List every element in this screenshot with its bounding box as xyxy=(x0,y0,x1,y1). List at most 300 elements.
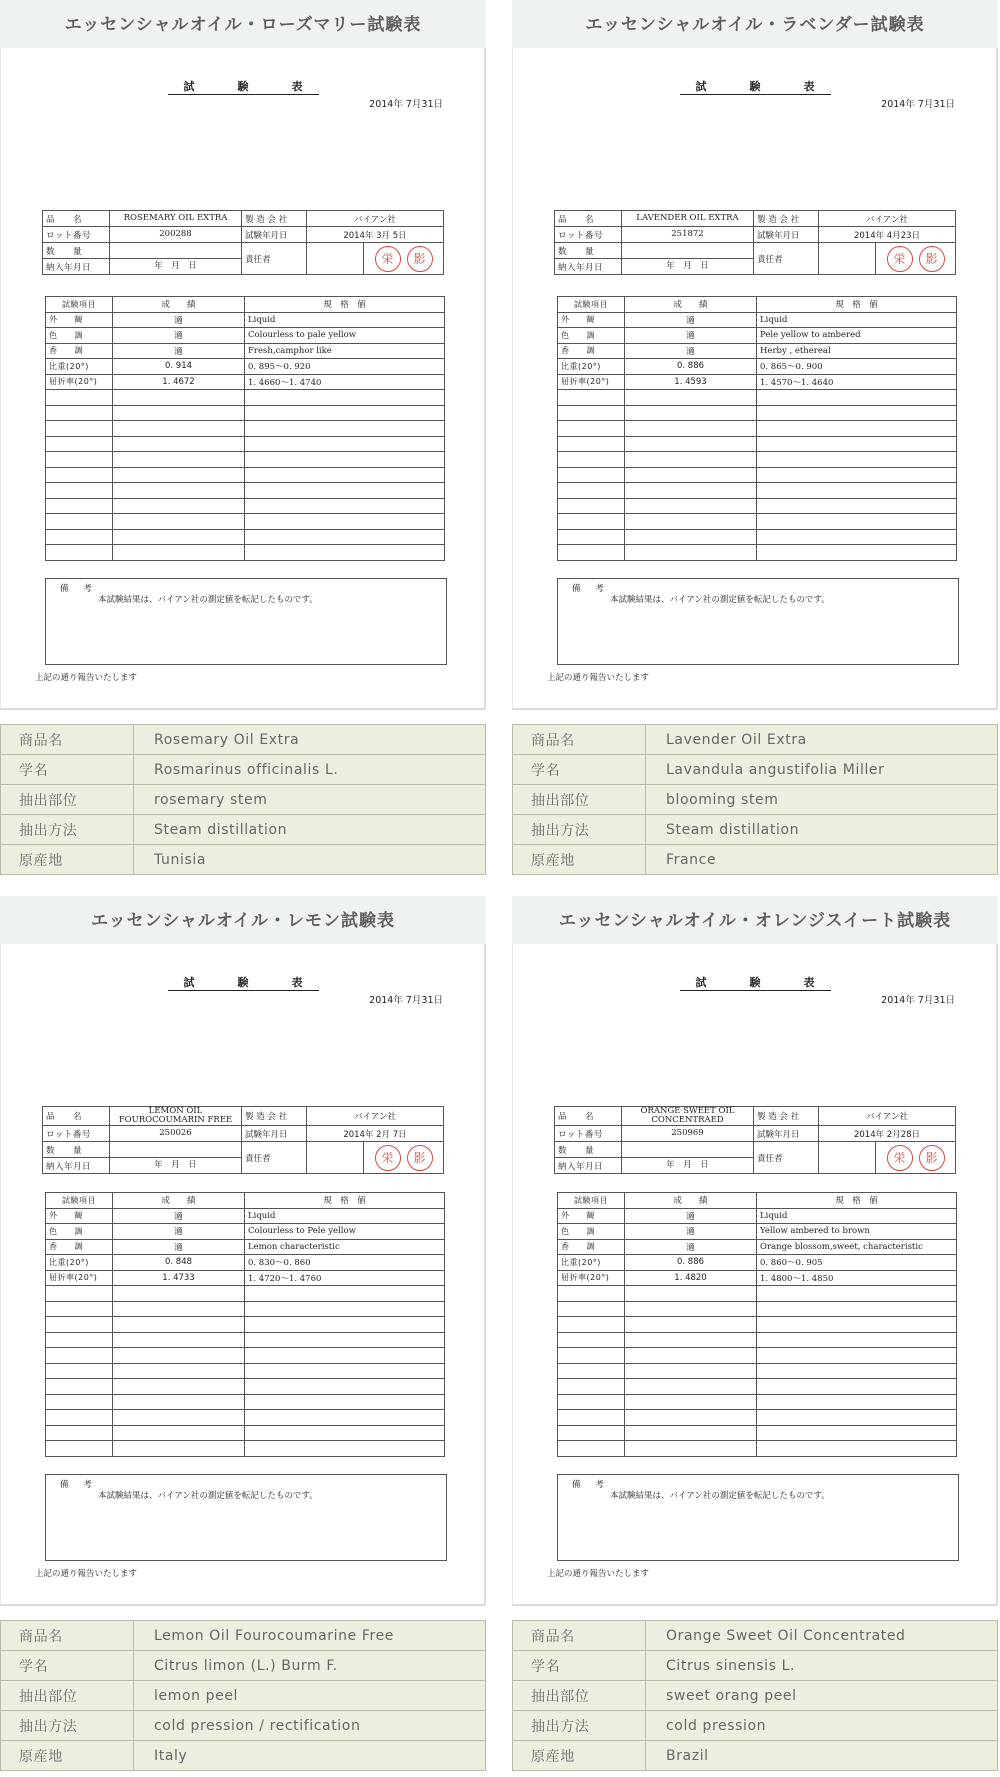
table-row-empty xyxy=(558,545,957,561)
responsible-blank xyxy=(819,243,876,275)
table-row-empty xyxy=(46,529,445,545)
res-item-label: 屈折率(20°) xyxy=(558,1270,625,1286)
seal-stamp-icon: 栄 xyxy=(375,1145,401,1171)
maker: バイアン社 xyxy=(307,1107,444,1126)
test-sheet xyxy=(512,48,998,710)
info-value: France xyxy=(646,845,998,875)
res-item-label: 外 観 xyxy=(46,1208,113,1224)
info-value: Rosemary Oil Extra xyxy=(134,725,486,755)
product-info-table xyxy=(0,1620,486,1771)
res-result: 0. 848 xyxy=(113,1255,245,1271)
table-row xyxy=(1,1651,486,1681)
table-row xyxy=(46,1270,445,1286)
res-result: 1. 4733 xyxy=(113,1270,245,1286)
table-row-empty xyxy=(558,1410,957,1426)
table-row-empty xyxy=(46,1379,445,1395)
product-name: LEMON OIL FOUROCOUMARIN FREE xyxy=(110,1107,242,1126)
res-spec: 1. 4720～1. 4760 xyxy=(245,1270,445,1286)
res-head-result: 成 績 xyxy=(113,297,245,313)
remarks-box xyxy=(45,1474,447,1561)
res-spec: Herby , ethereal xyxy=(757,343,957,359)
info-value: Lavandula angustifolia Miller xyxy=(646,755,998,785)
table-row xyxy=(513,755,998,785)
label-lot: ロット番号 xyxy=(43,227,110,243)
res-result: 適 xyxy=(625,1224,757,1240)
table-row-empty xyxy=(558,405,957,421)
res-item-label: 香 調 xyxy=(558,1239,625,1255)
res-result: 適 xyxy=(113,1208,245,1224)
res-spec: 1. 4660～1. 4740 xyxy=(245,374,445,390)
info-value: Citrus sinensis L. xyxy=(646,1651,998,1681)
info-label: 学名 xyxy=(513,1651,646,1681)
label-lot: ロット番号 xyxy=(555,1126,622,1142)
table-row-empty xyxy=(558,1441,957,1457)
table-row-empty xyxy=(558,436,957,452)
table-row-empty xyxy=(558,483,957,499)
table-row xyxy=(513,785,998,815)
seal-stamp-icon: 影 xyxy=(919,1145,945,1171)
info-label: 抽出方法 xyxy=(1,815,134,845)
remarks-box xyxy=(557,1474,959,1561)
table-row xyxy=(1,815,486,845)
product-name: ROSEMARY OIL EXTRA xyxy=(110,211,242,227)
info-value: Steam distillation xyxy=(646,815,998,845)
test-sheet xyxy=(512,944,998,1606)
table-row xyxy=(1,725,486,755)
table-row xyxy=(558,1224,957,1240)
table-row xyxy=(1,1621,486,1651)
res-head-result: 成 績 xyxy=(625,297,757,313)
lot-number: 251872 xyxy=(622,227,754,243)
label-responsible: 責任者 xyxy=(754,1142,819,1174)
table-row xyxy=(558,1270,957,1286)
header-table xyxy=(42,1106,444,1174)
info-label: 学名 xyxy=(1,755,134,785)
res-head-item: 試験項目 xyxy=(558,297,625,313)
product-panel xyxy=(0,896,486,1765)
panel-title: エッセンシャルオイル・レモン試験表 xyxy=(0,896,486,944)
info-label: 抽出方法 xyxy=(1,1711,134,1741)
doc-title: 試 験 表 xyxy=(168,976,319,991)
res-spec: Liquid xyxy=(245,312,445,328)
table-row-empty xyxy=(46,421,445,437)
label-delivery: 納入年月日 xyxy=(43,259,110,275)
res-item-label: 外 観 xyxy=(46,312,113,328)
label-name: 品 名 xyxy=(555,1107,622,1126)
info-label: 商品名 xyxy=(1,1621,134,1651)
lot-number: 250026 xyxy=(110,1126,242,1142)
stamps xyxy=(876,243,956,275)
table-row xyxy=(558,328,957,344)
table-row xyxy=(558,1239,957,1255)
table-row xyxy=(46,1208,445,1224)
product-info-table xyxy=(512,724,998,875)
info-label: 抽出方法 xyxy=(513,1711,646,1741)
seal-stamp-icon: 栄 xyxy=(887,1145,913,1171)
doc-date: 2014年 7月31日 xyxy=(881,995,955,1006)
table-row xyxy=(1,785,486,815)
panel-title: エッセンシャルオイル・ローズマリー試験表 xyxy=(0,0,486,48)
res-item-label: 色 調 xyxy=(558,328,625,344)
res-item-label: 屈折率(20°) xyxy=(46,374,113,390)
res-head-item: 試験項目 xyxy=(558,1193,625,1209)
info-label: 抽出部位 xyxy=(1,1681,134,1711)
test-date: 2014年 2月 7日 xyxy=(307,1126,444,1142)
results-table xyxy=(45,1192,445,1457)
res-item-label: 比重(20°) xyxy=(558,1255,625,1271)
info-value: blooming stem xyxy=(646,785,998,815)
res-item-label: 色 調 xyxy=(558,1224,625,1240)
remarks-text: 本試験結果は、バイアン社の測定値を転記したものです。 xyxy=(610,595,830,605)
table-row xyxy=(46,312,445,328)
table-row-empty xyxy=(46,1317,445,1333)
table-row-empty xyxy=(558,1301,957,1317)
info-label: 原産地 xyxy=(1,845,134,875)
info-value: Orange Sweet Oil Concentrated xyxy=(646,1621,998,1651)
qty-value xyxy=(622,243,754,259)
doc-title: 試 験 表 xyxy=(168,80,319,95)
product-info-table xyxy=(512,1620,998,1771)
remarks-box xyxy=(557,578,959,665)
info-label: 学名 xyxy=(1,1651,134,1681)
table-row xyxy=(513,725,998,755)
remarks-label: 備 考 xyxy=(60,584,98,594)
table-row-empty xyxy=(558,1394,957,1410)
table-row-empty xyxy=(46,452,445,468)
delivery-date: 年 月 日 xyxy=(622,259,754,275)
table-row xyxy=(558,359,957,375)
results-table xyxy=(45,296,445,561)
res-head-spec: 規 格 値 xyxy=(757,1193,957,1209)
res-spec: Fresh,camphor like xyxy=(245,343,445,359)
table-row xyxy=(558,312,957,328)
table-row-empty xyxy=(46,405,445,421)
info-value: Steam distillation xyxy=(134,815,486,845)
info-label: 商品名 xyxy=(513,725,646,755)
table-row-empty xyxy=(46,1394,445,1410)
table-row xyxy=(513,1621,998,1651)
table-row-empty xyxy=(558,1363,957,1379)
res-result: 適 xyxy=(625,1239,757,1255)
res-spec: Liquid xyxy=(245,1208,445,1224)
product-info-table xyxy=(0,724,486,875)
table-row-empty xyxy=(46,498,445,514)
table-row xyxy=(1,845,486,875)
res-item-label: 色 調 xyxy=(46,1224,113,1240)
responsible-blank xyxy=(307,1142,364,1174)
label-test-date: 試験年月日 xyxy=(754,227,819,243)
table-row-empty xyxy=(558,1425,957,1441)
label-maker: 製 造 会 社 xyxy=(242,1107,307,1126)
label-test-date: 試験年月日 xyxy=(242,1126,307,1142)
table-row-empty xyxy=(558,1379,957,1395)
res-item-label: 屈折率(20°) xyxy=(558,374,625,390)
seal-stamp-icon: 栄 xyxy=(375,246,401,272)
qty-value xyxy=(110,243,242,259)
label-name: 品 名 xyxy=(555,211,622,227)
table-row-empty xyxy=(46,1348,445,1364)
table-row-empty xyxy=(558,514,957,530)
table-row-empty xyxy=(46,1332,445,1348)
table-row-empty xyxy=(46,1425,445,1441)
label-maker: 製 造 会 社 xyxy=(754,211,819,227)
seal-stamp-icon: 影 xyxy=(407,246,433,272)
maker: バイアン社 xyxy=(307,211,444,227)
header-table xyxy=(42,210,444,275)
table-row xyxy=(46,1224,445,1240)
label-delivery: 納入年月日 xyxy=(555,259,622,275)
info-label: 商品名 xyxy=(1,725,134,755)
table-row-empty xyxy=(46,1301,445,1317)
info-value: Italy xyxy=(134,1741,486,1771)
label-responsible: 責任者 xyxy=(242,1142,307,1174)
info-value: Lemon Oil Fourocoumarine Free xyxy=(134,1621,486,1651)
res-item-label: 屈折率(20°) xyxy=(46,1270,113,1286)
res-spec: Orange blossom,sweet, characteristic xyxy=(757,1239,957,1255)
info-label: 学名 xyxy=(513,755,646,785)
res-spec: Liquid xyxy=(757,312,957,328)
res-head-spec: 規 格 値 xyxy=(245,297,445,313)
res-spec: Yellow ambered to brown xyxy=(757,1224,957,1240)
label-delivery: 納入年月日 xyxy=(555,1158,622,1174)
res-item-label: 色 調 xyxy=(46,328,113,344)
res-head-result: 成 績 xyxy=(113,1193,245,1209)
info-value: Tunisia xyxy=(134,845,486,875)
remarks-text: 本試験結果は、バイアン社の測定値を転記したものです。 xyxy=(98,595,318,605)
delivery-date: 年 月 日 xyxy=(622,1158,754,1174)
doc-date: 2014年 7月31日 xyxy=(881,99,955,110)
footer-note: 上記の通り報告いたします xyxy=(35,1569,138,1579)
label-lot: ロット番号 xyxy=(43,1126,110,1142)
res-item-label: 比重(20°) xyxy=(46,359,113,375)
test-sheet xyxy=(0,944,486,1606)
remarks-label: 備 考 xyxy=(572,584,610,594)
product-name: LAVENDER OIL EXTRA xyxy=(622,211,754,227)
res-spec: Colourless to Pele yellow xyxy=(245,1224,445,1240)
table-row-empty xyxy=(46,1363,445,1379)
table-row xyxy=(1,1711,486,1741)
res-spec: 0. 860～0. 905 xyxy=(757,1255,957,1271)
responsible-blank xyxy=(819,1142,876,1174)
test-sheet xyxy=(0,48,486,710)
label-responsible: 責任者 xyxy=(754,243,819,275)
label-name: 品 名 xyxy=(43,211,110,227)
res-result: 適 xyxy=(113,328,245,344)
delivery-date: 年 月 日 xyxy=(110,259,242,275)
label-maker: 製 造 会 社 xyxy=(242,211,307,227)
stamps xyxy=(876,1142,956,1174)
res-result: 0. 886 xyxy=(625,359,757,375)
table-row-empty xyxy=(558,390,957,406)
res-head-spec: 規 格 値 xyxy=(757,297,957,313)
table-row xyxy=(1,1741,486,1771)
seal-stamp-icon: 影 xyxy=(407,1145,433,1171)
info-value: cold pression / rectification xyxy=(134,1711,486,1741)
table-row xyxy=(513,1711,998,1741)
label-qty: 数 量 xyxy=(555,1142,622,1158)
product-panel xyxy=(0,0,486,869)
remarks-box xyxy=(45,578,447,665)
panel-title: エッセンシャルオイル・ラベンダー試験表 xyxy=(512,0,998,48)
res-result: 1. 4672 xyxy=(113,374,245,390)
res-result: 1. 4820 xyxy=(625,1270,757,1286)
table-row xyxy=(558,343,957,359)
res-result: 適 xyxy=(113,1239,245,1255)
label-test-date: 試験年月日 xyxy=(754,1126,819,1142)
info-value: Citrus limon (L.) Burm F. xyxy=(134,1651,486,1681)
table-row-empty xyxy=(46,545,445,561)
info-value: lemon peel xyxy=(134,1681,486,1711)
res-item-label: 香 調 xyxy=(558,343,625,359)
res-head-item: 試験項目 xyxy=(46,1193,113,1209)
doc-date: 2014年 7月31日 xyxy=(369,995,443,1006)
stamps xyxy=(364,1142,444,1174)
info-label: 抽出部位 xyxy=(513,785,646,815)
table-row-empty xyxy=(46,390,445,406)
table-row xyxy=(46,1255,445,1271)
table-row-empty xyxy=(46,467,445,483)
table-row-empty xyxy=(558,1332,957,1348)
table-row xyxy=(513,1651,998,1681)
res-spec: 1. 4570～1. 4640 xyxy=(757,374,957,390)
table-row xyxy=(46,328,445,344)
responsible-blank xyxy=(307,243,364,275)
panel-title: エッセンシャルオイル・オレンジスイート試験表 xyxy=(512,896,998,944)
res-spec: 0. 895～0. 920 xyxy=(245,359,445,375)
header-table xyxy=(554,1106,956,1174)
table-row xyxy=(558,1208,957,1224)
seal-stamp-icon: 栄 xyxy=(887,246,913,272)
table-row xyxy=(558,374,957,390)
info-label: 原産地 xyxy=(513,845,646,875)
info-label: 抽出部位 xyxy=(1,785,134,815)
info-label: 商品名 xyxy=(513,1621,646,1651)
label-test-date: 試験年月日 xyxy=(242,227,307,243)
info-value: Rosmarinus officinalis L. xyxy=(134,755,486,785)
res-result: 1. 4593 xyxy=(625,374,757,390)
info-label: 抽出方法 xyxy=(513,815,646,845)
product-panel xyxy=(512,0,998,869)
label-qty: 数 量 xyxy=(43,1142,110,1158)
res-result: 適 xyxy=(113,312,245,328)
res-item-label: 比重(20°) xyxy=(46,1255,113,1271)
maker: バイアン社 xyxy=(819,1107,956,1126)
table-row-empty xyxy=(558,1348,957,1364)
info-value: Brazil xyxy=(646,1741,998,1771)
table-row-empty xyxy=(46,1441,445,1457)
table-row xyxy=(1,755,486,785)
test-date: 2014年 4月23日 xyxy=(819,227,956,243)
label-lot: ロット番号 xyxy=(555,227,622,243)
table-row xyxy=(46,343,445,359)
res-item-label: 外 観 xyxy=(558,312,625,328)
lot-number: 200288 xyxy=(110,227,242,243)
results-table xyxy=(557,296,957,561)
res-spec: 1. 4800～1. 4850 xyxy=(757,1270,957,1286)
table-row-empty xyxy=(46,514,445,530)
table-row-empty xyxy=(558,498,957,514)
remarks-text: 本試験結果は、バイアン社の測定値を転記したものです。 xyxy=(610,1491,830,1501)
header-table xyxy=(554,210,956,275)
res-result: 0. 914 xyxy=(113,359,245,375)
res-spec: Lemon characteristic xyxy=(245,1239,445,1255)
res-head-item: 試験項目 xyxy=(46,297,113,313)
footer-note: 上記の通り報告いたします xyxy=(547,673,650,683)
label-qty: 数 量 xyxy=(43,243,110,259)
table-row xyxy=(513,1681,998,1711)
qty-value xyxy=(110,1142,242,1158)
table-row xyxy=(558,1255,957,1271)
res-head-result: 成 績 xyxy=(625,1193,757,1209)
table-row-empty xyxy=(46,483,445,499)
res-result: 適 xyxy=(625,343,757,359)
table-row xyxy=(46,1239,445,1255)
table-row-empty xyxy=(558,452,957,468)
product-panel xyxy=(512,896,998,1765)
res-spec: Pele yellow to ambered xyxy=(757,328,957,344)
res-item-label: 比重(20°) xyxy=(558,359,625,375)
res-spec: Colourless to pale yellow xyxy=(245,328,445,344)
info-value: rosemary stem xyxy=(134,785,486,815)
res-spec: 0. 865～0. 900 xyxy=(757,359,957,375)
res-head-spec: 規 格 値 xyxy=(245,1193,445,1209)
table-row xyxy=(513,845,998,875)
table-row xyxy=(513,815,998,845)
label-delivery: 納入年月日 xyxy=(43,1158,110,1174)
res-result: 適 xyxy=(113,1224,245,1240)
res-spec: 0. 830～0. 860 xyxy=(245,1255,445,1271)
delivery-date: 年 月 日 xyxy=(110,1158,242,1174)
doc-title: 試 験 表 xyxy=(680,80,831,95)
res-spec: Liquid xyxy=(757,1208,957,1224)
label-responsible: 責任者 xyxy=(242,243,307,275)
res-result: 適 xyxy=(113,343,245,359)
info-label: 原産地 xyxy=(1,1741,134,1771)
remarks-text: 本試験結果は、バイアン社の測定値を転記したものです。 xyxy=(98,1491,318,1501)
info-label: 原産地 xyxy=(513,1741,646,1771)
maker: バイアン社 xyxy=(819,211,956,227)
table-row-empty xyxy=(558,1286,957,1302)
table-row xyxy=(513,1741,998,1771)
footer-note: 上記の通り報告いたします xyxy=(547,1569,650,1579)
footer-note: 上記の通り報告いたします xyxy=(35,673,138,683)
info-value: Lavender Oil Extra xyxy=(646,725,998,755)
table-row xyxy=(46,374,445,390)
table-row-empty xyxy=(46,1286,445,1302)
res-result: 適 xyxy=(625,328,757,344)
label-name: 品 名 xyxy=(43,1107,110,1126)
product-name: ORANGE SWEET OIL CONCENTRAED xyxy=(622,1107,754,1126)
seal-stamp-icon: 影 xyxy=(919,246,945,272)
table-row-empty xyxy=(558,1317,957,1333)
doc-date: 2014年 7月31日 xyxy=(369,99,443,110)
table-row xyxy=(1,1681,486,1711)
res-item-label: 外 観 xyxy=(558,1208,625,1224)
test-date: 2014年 2月28日 xyxy=(819,1126,956,1142)
res-result: 適 xyxy=(625,1208,757,1224)
res-item-label: 香 調 xyxy=(46,343,113,359)
res-item-label: 香 調 xyxy=(46,1239,113,1255)
info-value: cold pression xyxy=(646,1711,998,1741)
info-label: 抽出部位 xyxy=(513,1681,646,1711)
remarks-label: 備 考 xyxy=(60,1480,98,1490)
table-row xyxy=(46,359,445,375)
table-row-empty xyxy=(558,467,957,483)
info-value: sweet orang peel xyxy=(646,1681,998,1711)
table-row-empty xyxy=(558,529,957,545)
qty-value xyxy=(622,1142,754,1158)
table-row-empty xyxy=(46,1410,445,1426)
